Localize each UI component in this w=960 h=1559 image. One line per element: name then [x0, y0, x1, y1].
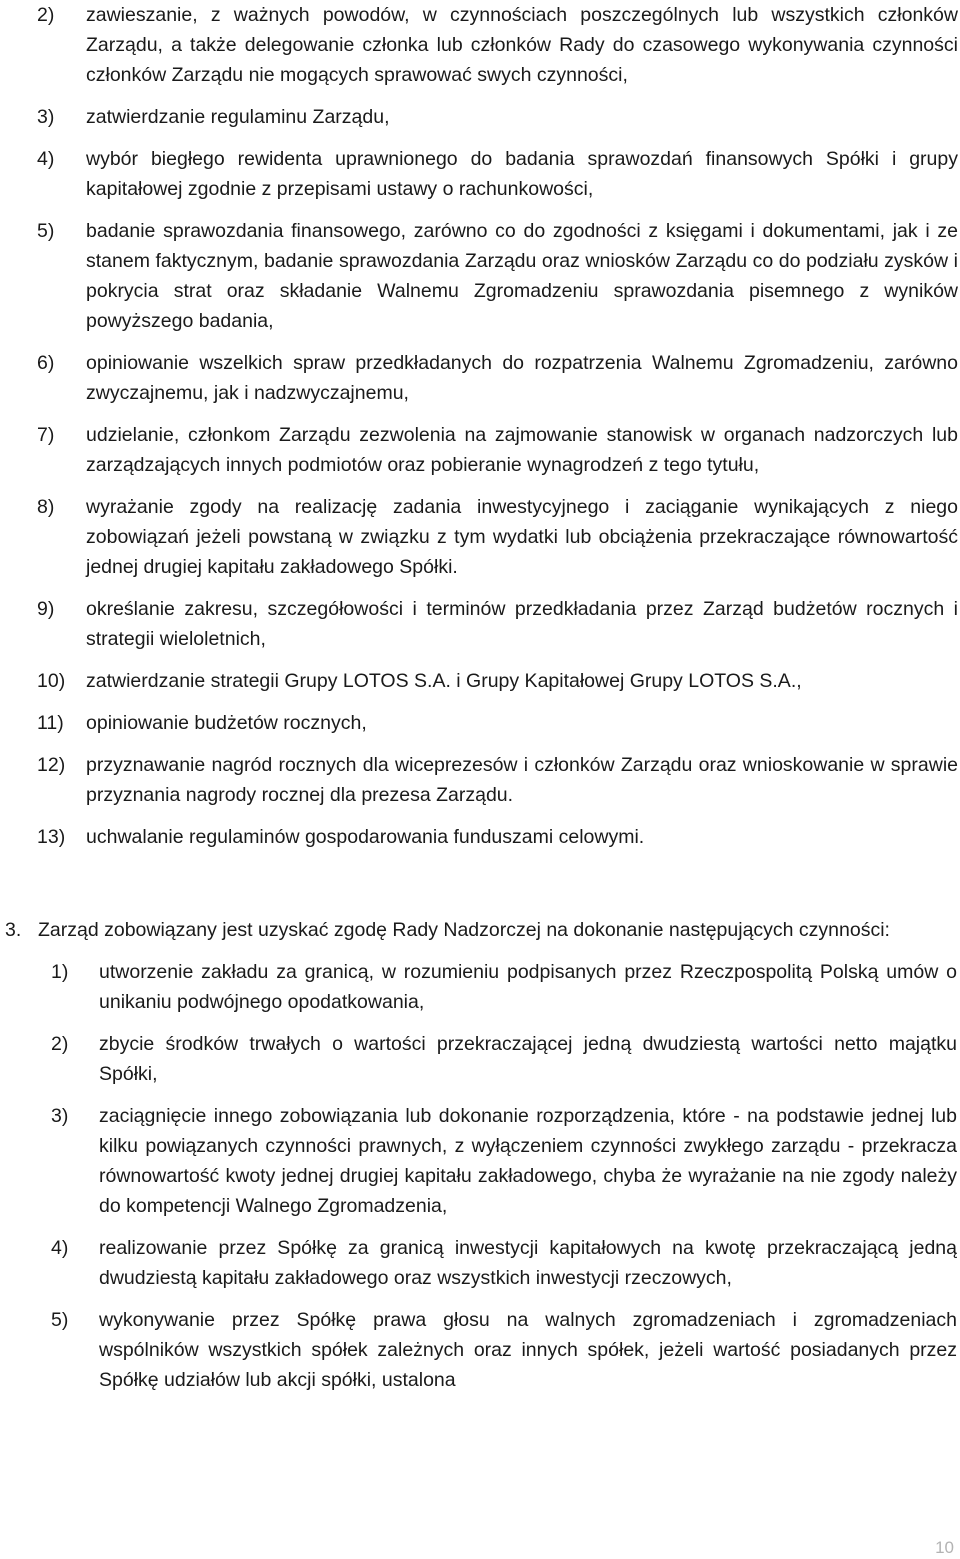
item-number: 4) — [51, 1237, 69, 1259]
list-item — [0, 216, 958, 336]
item-text: utworzenie zakładu za granicą, w rozumieniu podpisanych przez Rzeczpospolitą Polską umów o unikaniu podwójnego opodatkowania, — [99, 961, 957, 1013]
list-item — [0, 492, 958, 582]
page-number: 10 — [935, 1538, 954, 1557]
list-item — [0, 0, 958, 90]
list-item — [0, 594, 958, 654]
item-number: 10) — [37, 670, 66, 692]
item-number: 5) — [37, 220, 55, 242]
item-text: przyznawanie nagród rocznych dla wiceprezesów i członków Zarządu oraz wnioskowanie w sprawie przyznania nagrody rocznej dla prezesa Zarządu. — [86, 754, 958, 806]
item-text: wyrażanie zgody na realizację zadania inwestycyjnego i zaciąganie wynikających z niego zobowiązań jeżeli powstaną w związku z tym wydatki lub obciążenia przekraczające równowartość jednej drugiej kapitału zakładowego Spółki. — [86, 496, 958, 578]
item-number: 12) — [37, 754, 66, 776]
section-number: 3. — [5, 919, 22, 941]
list-item — [0, 666, 958, 696]
section-heading — [0, 915, 956, 945]
list-item — [0, 1029, 957, 1089]
section-text: Zarząd zobowiązany jest uzyskać zgodę Rady Nadzorczej na dokonanie następujących czynności: — [38, 919, 890, 941]
item-number: 1) — [51, 961, 69, 983]
consent-actions-list — [0, 957, 960, 1395]
item-number: 8) — [37, 496, 55, 518]
item-text: zaciągnięcie innego zobowiązania lub dokonanie rozporządzenia, które - na podstawie jednej lub kilku powiązanych czynności prawnych, z wyłączeniem czynności zwykłego zarządu - przekracza równowartość kwoty jednej drugiej kapitału zakładowego, chyba że wyrażanie na nie zgody należy do kompetencji Walnego Zgromadzenia, — [99, 1105, 957, 1217]
list-item — [0, 348, 958, 408]
item-number: 9) — [37, 598, 55, 620]
list-item — [0, 708, 958, 738]
list-item — [0, 1233, 957, 1293]
item-text: zatwierdzanie strategii Grupy LOTOS S.A. i Grupy Kapitałowej Grupy LOTOS S.A., — [86, 670, 802, 692]
list-item — [0, 822, 958, 852]
item-text: zawieszanie, z ważnych powodów, w czynnościach poszczególnych lub wszystkich członków Zarządu, a także delegowanie członka lub członków Rady do czasowego wykonywania czynności członków Zarządu nie mogących sprawować swych czynności, — [86, 4, 958, 86]
item-number: 6) — [37, 352, 55, 374]
list-item — [0, 1101, 957, 1221]
list-item — [0, 102, 958, 132]
item-text: wybór biegłego rewidenta uprawnionego do badania sprawozdań finansowych Spółki i grupy kapitałowej zgodnie z przepisami ustawy o rachunkowości, — [86, 148, 958, 200]
item-text: udzielanie, członkom Zarządu zezwolenia na zajmowanie stanowisk w organach nadzorczych lub zarządzających innych podmiotów oraz pobieranie wynagrodzeń z tego tytułu, — [86, 424, 958, 476]
item-text: uchwalanie regulaminów gospodarowania funduszami celowymi. — [86, 826, 645, 848]
item-text: opiniowanie wszelkich spraw przedkładanych do rozpatrzenia Walnemu Zgromadzeniu, zarówno zwyczajnemu, jak i nadzwyczajnemu, — [86, 352, 958, 404]
item-number: 2) — [37, 4, 55, 26]
item-number: 2) — [51, 1033, 69, 1055]
list-item — [0, 420, 958, 480]
item-text: zbycie środków trwałych o wartości przekraczającej jedną dwudziestą wartości netto majątku Spółki, — [99, 1033, 957, 1085]
item-text: wykonywanie przez Spółkę prawa głosu na walnych zgromadzeniach i zgromadzeniach wspólników wszystkich spółek zależnych oraz innych spółek, jeżeli wartość posiadanych przez Spółkę udziałów lub akcji spółki, ustalona — [99, 1309, 957, 1391]
item-number: 3) — [37, 106, 55, 128]
item-text: realizowanie przez Spółkę za granicą inwestycji kapitałowych na kwotę przekraczającą jedną dwudziestą kapitału zakładowego oraz wszystkich inwestycji rzeczowych, — [99, 1237, 957, 1289]
item-number: 3) — [51, 1105, 69, 1127]
list-item — [0, 1305, 957, 1395]
item-number: 7) — [37, 424, 55, 446]
item-text: zatwierdzanie regulaminu Zarządu, — [86, 106, 390, 128]
item-number: 5) — [51, 1309, 69, 1331]
list-item — [0, 144, 958, 204]
list-item — [0, 750, 958, 810]
item-number: 13) — [37, 826, 66, 848]
item-text: opiniowanie budżetów rocznych, — [86, 712, 367, 734]
item-text: badanie sprawozdania finansowego, zarówno co do zgodności z księgami i dokumentami, jak i ze stanem faktycznym, badanie sprawozdania Zarządu oraz wniosków Zarządu co do podziału zysków i pokrycia strat oraz składanie Walnemu Zgromadzeniu sprawozdania pisemnego z wyników powyższego badania, — [86, 220, 958, 332]
item-number: 4) — [37, 148, 55, 170]
list-item — [0, 957, 957, 1017]
item-text: określanie zakresu, szczegółowości i terminów przedkładania przez Zarząd budżetów rocznych i strategii wieloletnich, — [86, 598, 958, 650]
item-number: 11) — [37, 712, 64, 734]
section-3 — [0, 915, 960, 1407]
